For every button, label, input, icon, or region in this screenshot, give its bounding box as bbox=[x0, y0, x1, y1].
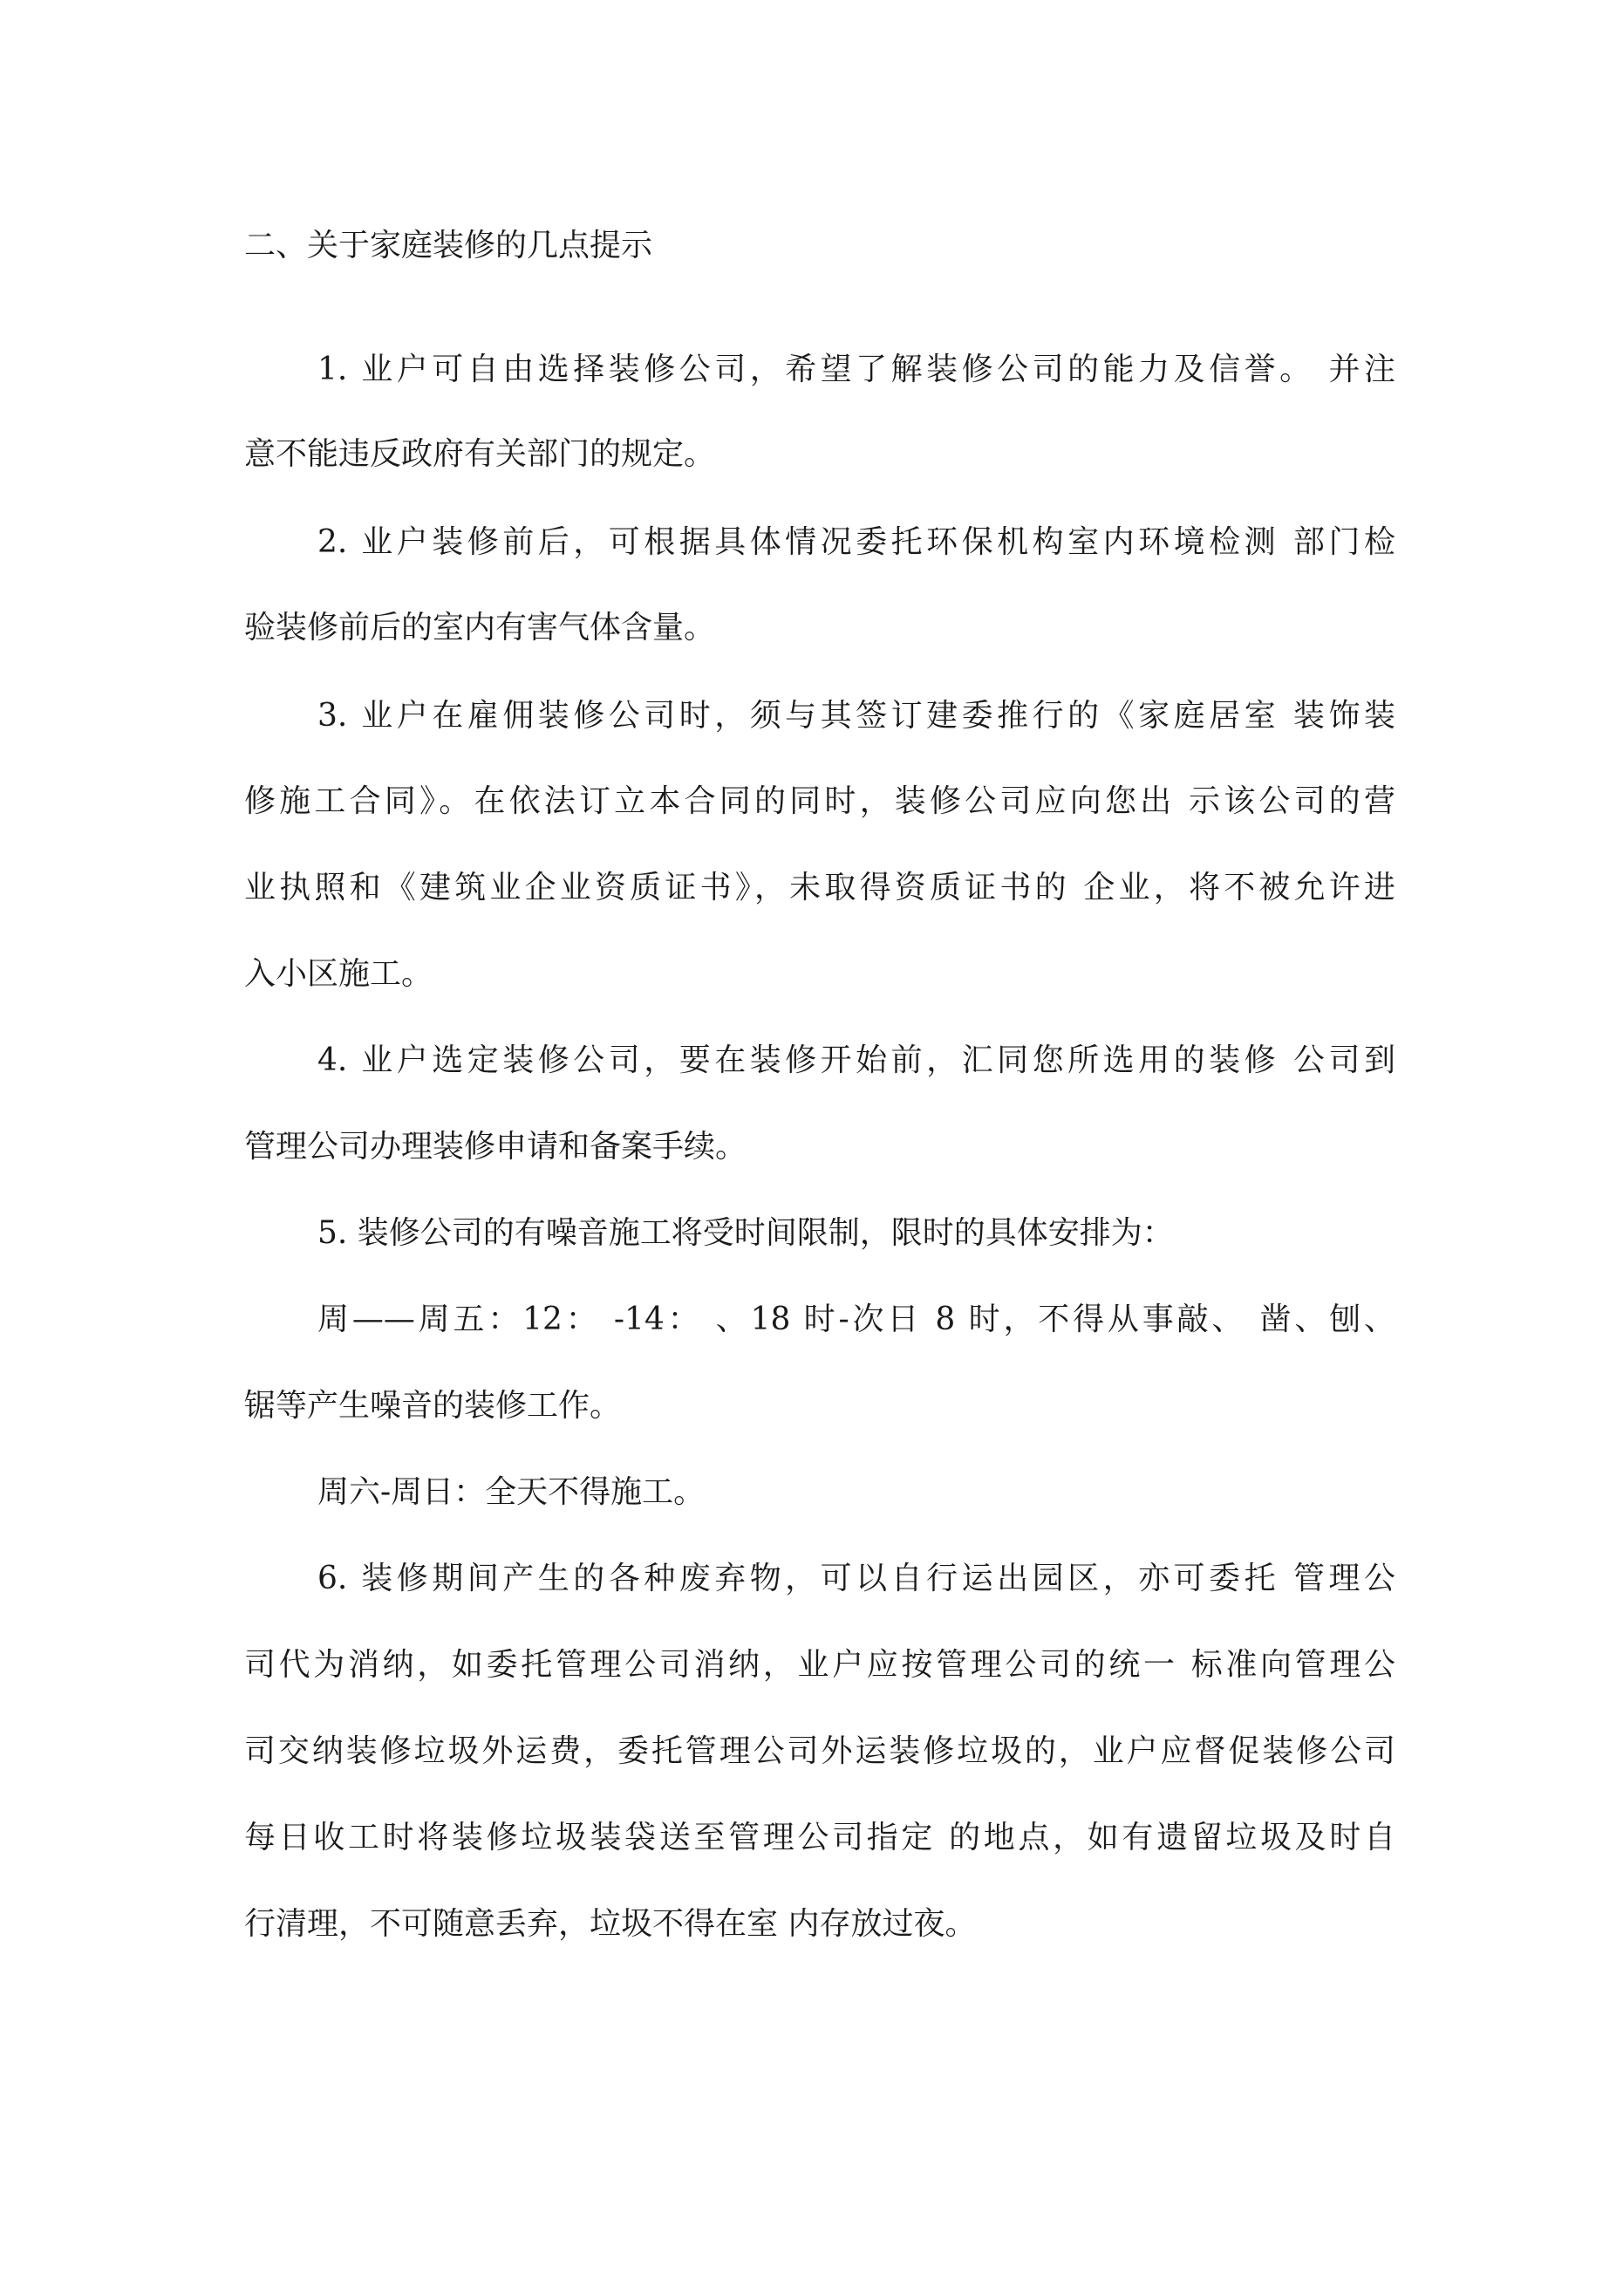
paragraph-5-schedule-weekday-cont: 锯等产生噪音的装修工作。 bbox=[244, 1388, 622, 1424]
paragraph-5-schedule-weekend: 周六-周日：全天不得施工。 bbox=[317, 1474, 706, 1510]
paragraph-5-line-1: 5. 装修公司的有噪音施工将受时间限制，限时的具体安排为： bbox=[317, 1215, 1174, 1251]
paragraph-6-line-2: 司代为消纳，如委托管理公司消纳，业户应按管理公司的统一 标准向管理公 bbox=[244, 1647, 1395, 1683]
paragraph-6-line-1: 6. 装修期间产生的各种废弃物，可以自行运出园区，亦可委托 管理公 bbox=[317, 1561, 1395, 1596]
paragraph-4-line-1: 4. 业户选定装修公司，要在装修开始前，汇同您所选用的装修 公司到 bbox=[317, 1042, 1395, 1078]
paragraph-3-line-4: 入小区施工。 bbox=[244, 956, 433, 992]
paragraph-6-line-4: 每日收工时将装修垃圾装袋送至管理公司指定 的地点，如有遗留垃圾及时自 bbox=[244, 1820, 1395, 1855]
paragraph-2-line-2: 验装修前后的室内有害气体含量。 bbox=[244, 610, 716, 646]
paragraph-6-line-5: 行清理，不可随意丢弃，垃圾不得在室 内存放过夜。 bbox=[244, 1906, 977, 1942]
paragraph-3-line-1: 3. 业户在雇佣装修公司时，须与其签订建委推行的《家庭居室 装饰装 bbox=[317, 698, 1395, 734]
paragraph-1-line-2: 意不能违反政府有关部门的规定。 bbox=[244, 436, 716, 472]
paragraph-4-line-2: 管理公司办理装修申请和备案手续。 bbox=[244, 1129, 747, 1165]
paragraph-3-line-3: 业执照和《建筑业企业资质证书》，未取得资质证书的 企业，将不被允许进 bbox=[244, 870, 1395, 905]
section-heading: 二、关于家庭装修的几点提示 bbox=[244, 228, 653, 263]
paragraph-6-line-3: 司交纳装修垃圾外运费，委托管理公司外运装修垃圾的，业户应督促装修公司 bbox=[244, 1733, 1395, 1769]
paragraph-5-schedule-weekday: 周——周五：12： -14： 、18 时-次日 8 时，不得从事敲、 凿、刨、 bbox=[317, 1302, 1395, 1337]
paragraph-1-line-1: 1. 业户可自由选择装修公司，希望了解装修公司的能力及信誉。 并注 bbox=[317, 352, 1395, 387]
paragraph-3-line-2: 修施工合同》。在依法订立本合同的同时，装修公司应向您出 示该公司的营 bbox=[244, 783, 1395, 819]
paragraph-2-line-1: 2. 业户装修前后，可根据具体情况委托环保机构室内环境检测 部门检 bbox=[317, 524, 1395, 560]
